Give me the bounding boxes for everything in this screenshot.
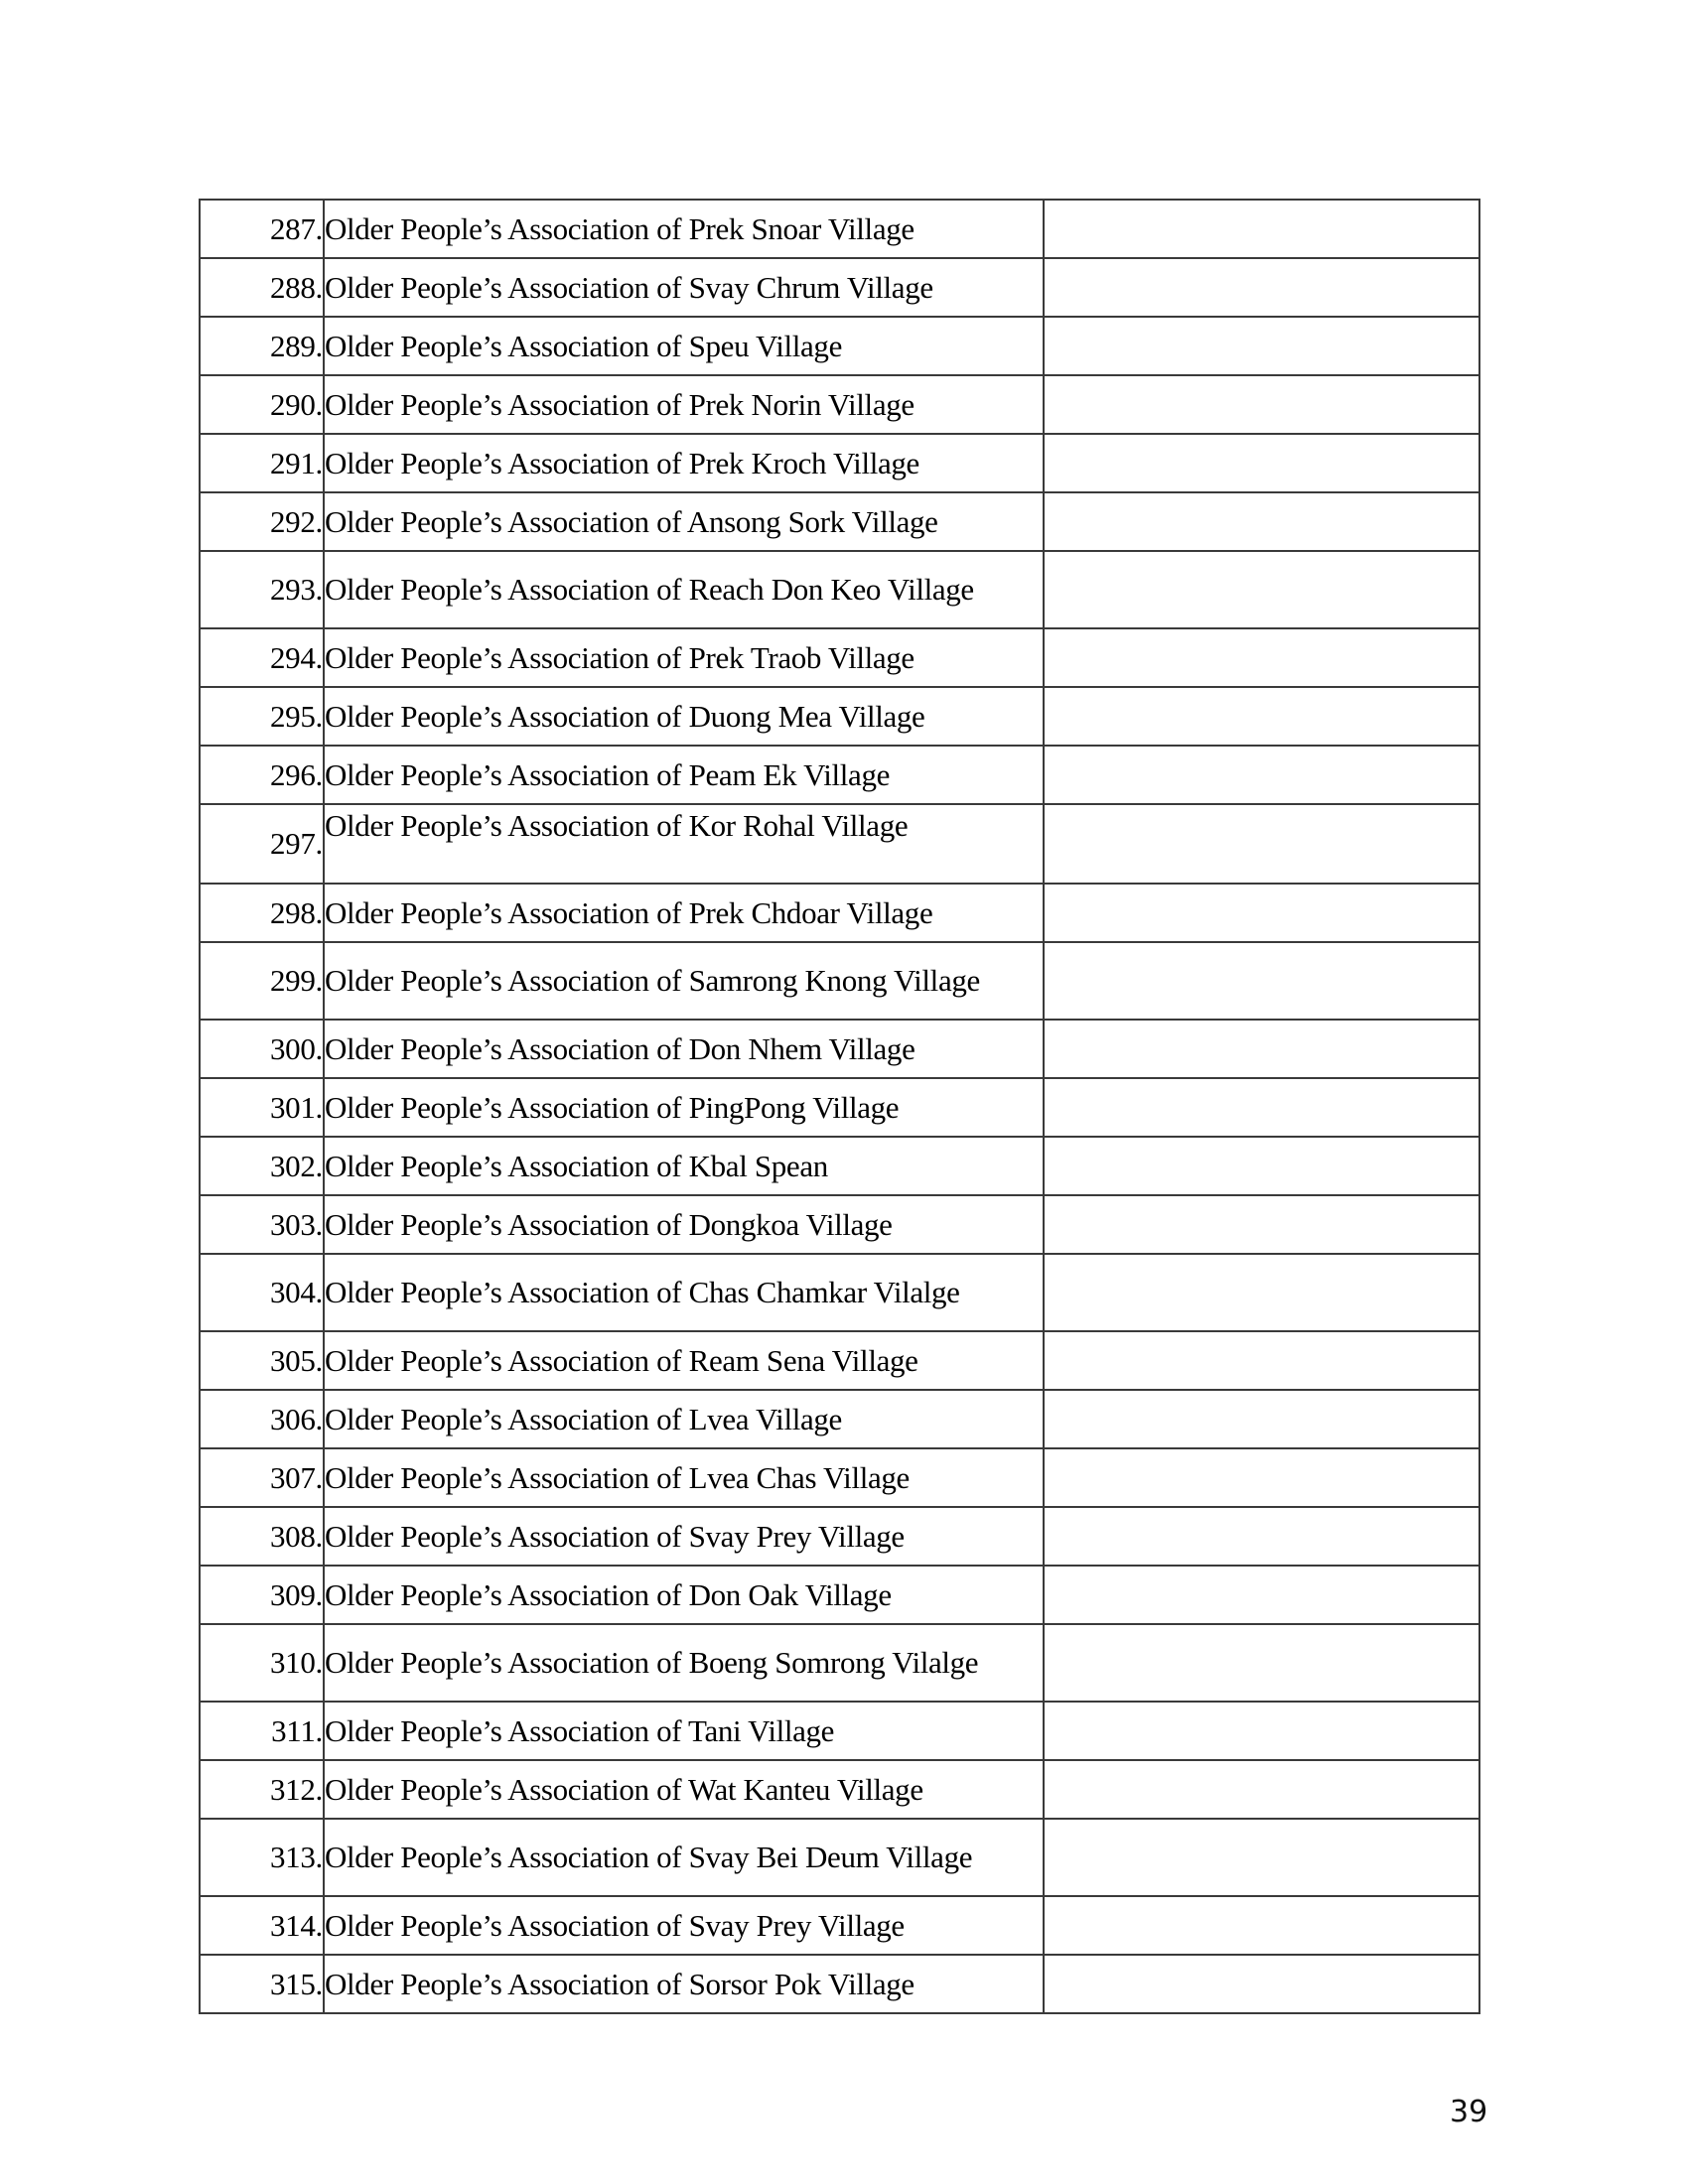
association-name: Older People’s Association of Kor Rohal Village (324, 804, 1044, 884)
association-name: Older People’s Association of Svay Chrum Village (324, 258, 1044, 317)
table-row (200, 1760, 1479, 1819)
empty-cell (1044, 804, 1479, 884)
empty-cell (1044, 551, 1479, 628)
row-number: 308. (200, 1507, 324, 1566)
table-row (200, 1078, 1479, 1137)
association-table-body (200, 200, 1479, 2013)
table-row (200, 492, 1479, 551)
association-name: Older People’s Association of Peam Ek Village (324, 746, 1044, 804)
association-name: Older People’s Association of Speu Village (324, 317, 1044, 375)
row-number: 287. (200, 200, 324, 258)
empty-cell (1044, 1020, 1479, 1078)
empty-cell (1044, 200, 1479, 258)
empty-cell (1044, 687, 1479, 746)
association-name: Older People’s Association of Reach Don Keo Village (324, 551, 1044, 628)
association-name: Older People’s Association of Lvea Chas Village (324, 1448, 1044, 1507)
table-row (200, 687, 1479, 746)
association-name: Older People’s Association of Sorsor Pok Village (324, 1955, 1044, 2013)
row-number: 303. (200, 1195, 324, 1254)
row-number: 290. (200, 375, 324, 434)
association-name: Older People’s Association of Ream Sena Village (324, 1331, 1044, 1390)
table-row (200, 1819, 1479, 1896)
row-number: 289. (200, 317, 324, 375)
table-row (200, 317, 1479, 375)
association-name: Older People’s Association of Prek Chdoar Village (324, 884, 1044, 942)
row-number: 300. (200, 1020, 324, 1078)
table-row (200, 551, 1479, 628)
table-row (200, 1390, 1479, 1448)
row-number: 314. (200, 1896, 324, 1955)
row-number: 298. (200, 884, 324, 942)
row-number: 295. (200, 687, 324, 746)
row-number: 311. (200, 1702, 324, 1760)
table-row (200, 628, 1479, 687)
table-row (200, 884, 1479, 942)
row-number: 292. (200, 492, 324, 551)
empty-cell (1044, 492, 1479, 551)
association-name: Older People’s Association of Lvea Village (324, 1390, 1044, 1448)
association-name: Older People’s Association of Svay Prey Village (324, 1896, 1044, 1955)
empty-cell (1044, 1955, 1479, 2013)
empty-cell (1044, 628, 1479, 687)
association-name: Older People’s Association of Prek Traob Village (324, 628, 1044, 687)
empty-cell (1044, 1566, 1479, 1624)
empty-cell (1044, 1331, 1479, 1390)
row-number: 291. (200, 434, 324, 492)
table-row (200, 1020, 1479, 1078)
table-row (200, 746, 1479, 804)
association-name: Older People’s Association of Don Oak Village (324, 1566, 1044, 1624)
empty-cell (1044, 942, 1479, 1020)
row-number: 293. (200, 551, 324, 628)
row-number: 306. (200, 1390, 324, 1448)
empty-cell (1044, 884, 1479, 942)
empty-cell (1044, 1760, 1479, 1819)
association-name: Older People’s Association of Prek Kroch Village (324, 434, 1044, 492)
table-row (200, 1137, 1479, 1195)
row-number: 307. (200, 1448, 324, 1507)
row-number: 294. (200, 628, 324, 687)
row-number: 313. (200, 1819, 324, 1896)
table-row (200, 200, 1479, 258)
empty-cell (1044, 1137, 1479, 1195)
table-row (200, 1702, 1479, 1760)
association-name: Older People’s Association of Dongkoa Village (324, 1195, 1044, 1254)
row-number: 297. (200, 804, 324, 884)
page-number: 39 (1450, 2095, 1488, 2129)
table-row (200, 1955, 1479, 2013)
empty-cell (1044, 1390, 1479, 1448)
table-row (200, 1254, 1479, 1331)
table-row (200, 1195, 1479, 1254)
empty-cell (1044, 746, 1479, 804)
association-name: Older People’s Association of Boeng Somrong Vilalge (324, 1624, 1044, 1702)
table-row (200, 1624, 1479, 1702)
table-row (200, 258, 1479, 317)
row-number: 304. (200, 1254, 324, 1331)
association-name: Older People’s Association of Kbal Spean (324, 1137, 1044, 1195)
row-number: 296. (200, 746, 324, 804)
row-number: 299. (200, 942, 324, 1020)
row-number: 309. (200, 1566, 324, 1624)
association-name: Older People’s Association of Ansong Sork Village (324, 492, 1044, 551)
empty-cell (1044, 375, 1479, 434)
table-row (200, 1448, 1479, 1507)
association-name: Older People’s Association of Duong Mea Village (324, 687, 1044, 746)
table-row (200, 942, 1479, 1020)
row-number: 302. (200, 1137, 324, 1195)
empty-cell (1044, 1507, 1479, 1566)
row-number: 288. (200, 258, 324, 317)
empty-cell (1044, 1819, 1479, 1896)
association-name: Older People’s Association of Svay Bei Deum Village (324, 1819, 1044, 1896)
row-number: 312. (200, 1760, 324, 1819)
row-number: 301. (200, 1078, 324, 1137)
table-row (200, 375, 1479, 434)
association-name: Older People’s Association of Don Nhem Village (324, 1020, 1044, 1078)
table-row (200, 1896, 1479, 1955)
empty-cell (1044, 258, 1479, 317)
table-row (200, 1566, 1479, 1624)
empty-cell (1044, 1896, 1479, 1955)
association-name: Older People’s Association of Wat Kanteu Village (324, 1760, 1044, 1819)
row-number: 315. (200, 1955, 324, 2013)
association-table (199, 199, 1480, 2014)
association-name: Older People’s Association of PingPong Village (324, 1078, 1044, 1137)
table-row (200, 434, 1479, 492)
empty-cell (1044, 1195, 1479, 1254)
association-name: Older People’s Association of Svay Prey Village (324, 1507, 1044, 1566)
association-name: Older People’s Association of Chas Chamkar Vilalge (324, 1254, 1044, 1331)
association-name: Older People’s Association of Samrong Knong Village (324, 942, 1044, 1020)
empty-cell (1044, 434, 1479, 492)
empty-cell (1044, 1702, 1479, 1760)
empty-cell (1044, 1254, 1479, 1331)
row-number: 310. (200, 1624, 324, 1702)
association-name: Older People’s Association of Prek Snoar Village (324, 200, 1044, 258)
empty-cell (1044, 317, 1479, 375)
table-row (200, 1507, 1479, 1566)
table-row (200, 804, 1479, 884)
empty-cell (1044, 1078, 1479, 1137)
association-name: Older People’s Association of Tani Village (324, 1702, 1044, 1760)
row-number: 305. (200, 1331, 324, 1390)
table-row (200, 1331, 1479, 1390)
empty-cell (1044, 1448, 1479, 1507)
association-name: Older People’s Association of Prek Norin Village (324, 375, 1044, 434)
empty-cell (1044, 1624, 1479, 1702)
